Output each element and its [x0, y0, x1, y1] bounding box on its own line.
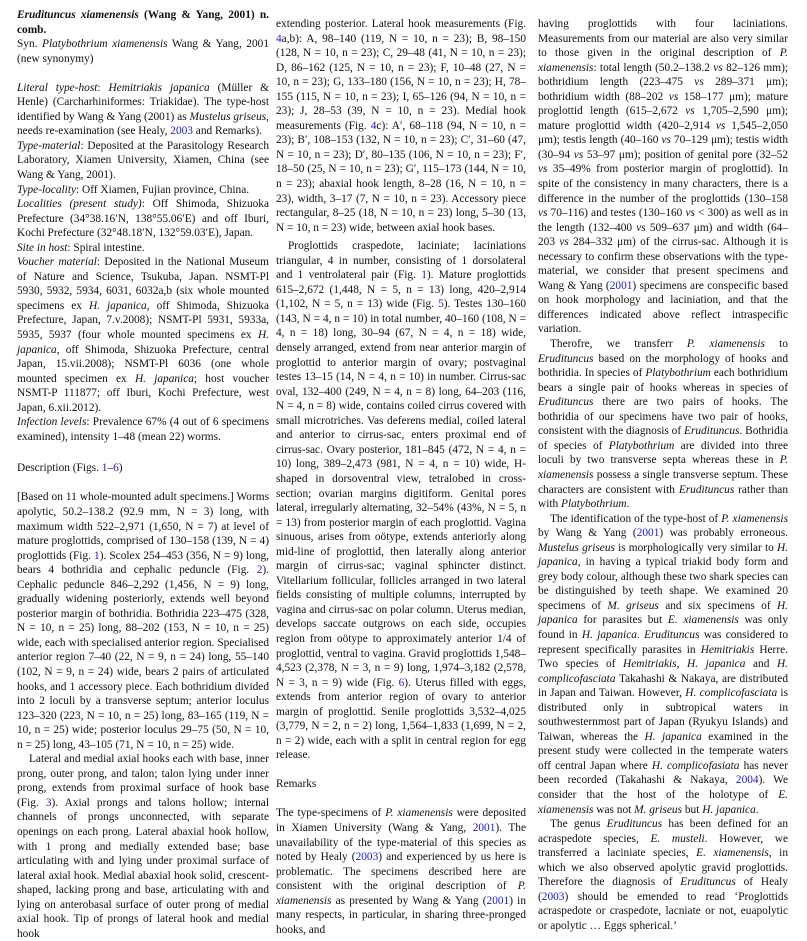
paragraph: [538, 17, 788, 337]
text-run: 1,545–2,050 μm); testis length (40–160: [538, 119, 788, 147]
italic-term: P. xiamenensis: [538, 47, 788, 74]
text-run: there are two pairs of hooks. The bothridia of our specimens have two pair of hooks, consistent with the diagnosis of: [538, 396, 788, 438]
italic-term: H. japanica: [88, 299, 147, 312]
reference-link[interactable]: 4: [370, 119, 377, 132]
reference-link[interactable]: 6: [113, 462, 119, 475]
text-run: Wang & Yang, 2001 (new synonymy): [17, 38, 269, 65]
text-run: and six specimens of: [658, 599, 777, 612]
text-run: has been defined for an acraspedote species,: [538, 818, 788, 845]
reference-link[interactable]: 2004: [735, 774, 759, 787]
text-run: (Müller & Henle) (Carcharhiniformes: Triakidae). The type-host identified by Wang & Yang (2001) as: [17, 81, 269, 123]
italic-term: Localities (present study): [17, 198, 142, 211]
italic-term: Erudituncus: [606, 818, 663, 831]
text-run: 1,705–2,590 μm); mature proglottid width (420–2,914: [538, 105, 789, 132]
reference-link[interactable]: 2001: [486, 894, 510, 907]
italic-term: P. xiamenensis: [686, 338, 765, 351]
text-run: but: [682, 803, 703, 816]
reference-link[interactable]: 2003: [541, 890, 565, 903]
italic-term: vs: [713, 61, 723, 74]
text-run: (Wang & Yang, 2001) n. comb.: [17, 9, 270, 36]
text-run: , off Shimoda, Shizuoka Prefecture, central Japan, 15.vii.2008); NSMT-Pl 6036 (one whole mounted specimen ex: [17, 343, 269, 385]
reference-link[interactable]: 1: [101, 462, 108, 475]
text-run: extending posterior. Lateral hook measurements (Fig.: [276, 18, 526, 30]
text-run: , off Shimoda, Shizuoka Prefecture, Japan, 7.v.2008); NSMT-Pl 5931, 5933a, 5935, 5937 (four whole mounted specimens ex: [17, 299, 269, 341]
italic-term: P. xiamenensis: [276, 880, 526, 907]
italic-term: Literal type-host: [17, 81, 98, 94]
text-run: 284–332 μm) of the cirrus-sac. Although it is necessary to confirm these observations with the type-material, we consider that present specimens and Wang & Yang (: [538, 236, 788, 292]
text-run: examined in the present study were collected in the temperate waters off central Japan where: [538, 730, 788, 772]
italic-term: Infection levels: [17, 416, 87, 429]
reference-link[interactable]: 1: [94, 549, 100, 562]
italic-term: H. japanica: [687, 658, 746, 671]
italic-term: H. japanica: [538, 541, 788, 569]
text-run: was considered to represent specifically parasites in: [538, 628, 789, 656]
italic-term: Mustelus griseus: [538, 541, 615, 554]
text-run: The type-specimens of: [276, 807, 386, 820]
paragraph: [276, 17, 526, 235]
italic-term: vs: [538, 163, 548, 176]
paragraph: [17, 241, 269, 256]
italic-term: Hemitriakis: [700, 643, 755, 656]
text-run: ). Cephalic peduncle 846–2,292 (1,456, N = 9) long, gradually widening posteriorly, extends well beyond posterior margin of bothridia. Bothridia 223–475 (328, N = 10, n = 25) long, 88–202 (153, N = 10, n = 25) wide, each with specialised anterior region. Specialised anterior region 7–40 (22, N = 9, n = 24) long, 55–140 (102, N = 9, n = 24) wide, bears 2 pairs of articulated hooks, and 1 accessory piece. Each bothridium divided into 2 loculi by a transverse septum; anterior loculus 123–320 (223, N = 10, n = 25) long, 83–165 (119, N = 10, n = 25) wide; posterior loculus 29–75 (50, N = 10, n = 25) long, 43–105 (71, N = 10, n = 25) wide.: [17, 564, 269, 751]
text-run: : Off Shimoda, Shizuoka Prefecture (34°38.16′N, 138°55.06′E) and off Iburi, Kochi Prefecture (32°48.18′N, 132°59.03′E), Japan.: [17, 198, 270, 240]
italic-term: H. complicofasciata: [685, 687, 778, 700]
text-run: ). The unavailability of the type-material of this species as noted by Healy (: [276, 821, 526, 864]
text-run: ,: [676, 658, 688, 671]
reference-link[interactable]: 5: [438, 298, 444, 311]
reference-link[interactable]: 4: [276, 32, 282, 45]
italic-term: H. japanica: [644, 730, 702, 743]
italic-term: H. japanica: [702, 803, 756, 816]
text-run: Description (Figs.: [17, 462, 102, 475]
italic-term: H. complicofasciata: [538, 658, 789, 685]
species-title: [17, 8, 269, 37]
text-run: Proglottids craspedote, laciniate; laciniations triangular, 4 in number, consisting of 1 dorsolateral and 1 ventrolateral pair (Fig.: [276, 240, 526, 282]
paragraph: [17, 139, 269, 183]
text-run: and: [745, 658, 777, 671]
text-run: : Deposited at the Parasitology Research Laboratory, Xiamen University, Xiamen, China (see Wang & Yang, 2001).: [17, 139, 269, 181]
text-run: a,b): A, 98–140 (119, N = 10, n = 23); B, 98–150 (128, N = 10, n = 23); C, 29–48 (41, N = 10, n = 23); D, 86–162 (125, N = 10, n = 23); F, 10–48 (27, N = 10, n = 23); G, 133–180 (156, N = 10, n = 23); H, 78–155 (115, N = 10, n = 23); I, 65–126 (94, N = 10, n = 23); J, 28–53 (39, N = 10, n = 23). Medial hook measurements (Fig.: [276, 32, 526, 132]
italic-term: M. griseus: [607, 599, 659, 612]
reference-link[interactable]: 2001: [472, 821, 496, 834]
text-run: having proglottids with four laciniations. Measurements from our material are also very similar to those given in the original description of: [538, 18, 788, 60]
text-run: , needs re-examination (see Healy,: [17, 110, 269, 138]
italic-term: vs: [668, 90, 679, 103]
text-run: ). Uterus filled with eggs, extends from anterior region of ovary to anterior margin of proglottid. Senile proglottids 3,532–4,025 (3,779, N = 2, n = 2) long, 1,564–1,833 (1,699, N = 2, n = 2) wide, each with a split in central region for egg release.: [276, 676, 526, 762]
text-run: . However, we transferred a laciniate species,: [538, 832, 788, 860]
reference-link[interactable]: 6: [398, 676, 405, 689]
italic-term: E. musteli: [650, 832, 705, 845]
paragraph: [276, 806, 526, 937]
italic-term: H. japanica: [581, 628, 637, 641]
text-run: < 300) as well as in the length (132–400: [538, 207, 788, 234]
italic-term: Erudituncus: [538, 352, 594, 365]
text-run: . Bothridia of species of: [538, 425, 788, 452]
italic-term: E. xiamenensis: [696, 847, 769, 860]
italic-term: Erudituncus xiamenensis: [17, 9, 139, 21]
italic-term: vs: [685, 207, 695, 220]
italic-term: Hemitriakis japanica: [108, 81, 210, 94]
italic-term: vs: [636, 221, 646, 234]
text-run: , in having a typical triakid body form and grey body colour, although these two shark species can be distinguished by teeth shape. We examined 20 specimens of: [538, 556, 788, 612]
italic-term: Erudituncus: [683, 425, 740, 438]
italic-term: H. japanica: [134, 372, 194, 385]
italic-term: Platybothrium: [561, 498, 627, 511]
text-run: ) and experienced by us here is problematic. The specimens described here are consistent with the original description of: [276, 851, 526, 893]
text-run: 509–637 μm) and width (64–203: [538, 221, 789, 249]
text-run: ): [118, 462, 123, 475]
text-run: The genus: [550, 818, 607, 831]
italic-term: Mustelus griseus: [189, 110, 267, 123]
italic-term: vs: [661, 134, 671, 147]
italic-term: vs: [685, 105, 695, 118]
text-run: Herre. Two species of: [538, 643, 788, 671]
text-run: 35–49% from posterior margin of proglottid). In spite of the consistency in many characters, there is a difference in the number of the proglottids (130–158: [538, 163, 788, 205]
text-run: Therofre, we transferr: [550, 338, 687, 351]
text-run: was not: [593, 803, 635, 816]
italic-term: M. griseus: [634, 803, 683, 816]
text-run: Remarks: [276, 778, 317, 791]
text-run: : Deposited in the National Museum of Nature and Science, Tsukuba, Japan. NSMT-Pl 5930, 5932, 5934, 6031, 6032a,b (six whole mounted specimens ex: [17, 256, 269, 312]
paragraph: [276, 239, 526, 763]
paragraph: [17, 415, 269, 444]
text-run: ) in many respects, in particular, in sharing three-pronged hooks, and: [276, 894, 526, 936]
italic-term: Voucher material: [17, 256, 97, 269]
text-run: .: [636, 628, 645, 641]
text-run: as presented by Wang & Yang (: [331, 894, 487, 907]
text-run: is distributed only in subtropical waters in southwesternmost part of Japan (Ryukyu Islands) and Taiwan, whereas the: [538, 687, 788, 743]
italic-term: Site in host: [17, 241, 68, 254]
text-run: Lateral and medial axial hooks each with base, inner prong, outer prong, and talon; talon lying under inner prong, extends from proximal surface of hook base (Fig.: [17, 753, 269, 809]
italic-term: Erudituncus: [680, 876, 736, 889]
italic-term: E. xiamenensis: [667, 614, 739, 627]
text-run: Takahashi & Nakaya, are distributed in Japan and Taiwan. However,: [538, 672, 788, 700]
text-run: were deposited in Xiamen University (Wang & Yang,: [276, 807, 526, 834]
text-run: for parasites but: [577, 614, 668, 627]
text-run: rather than with: [538, 483, 788, 511]
text-run: has never been recorded (Takahashi & Nakaya,: [538, 759, 788, 787]
section-heading: [276, 777, 526, 792]
text-run: 158–177 μm); mature proglottid length (615–2,672: [538, 90, 789, 118]
text-run: 70–116) and testes (130–160: [547, 207, 686, 220]
italic-term: P. xiamenensis: [538, 454, 788, 481]
italic-term: H. japanica: [17, 328, 269, 356]
text-run: to: [764, 338, 788, 351]
text-run: are divided into three loculi by two transverse septa whereas these in: [538, 439, 788, 467]
text-run: ) was probably erroneous.: [659, 527, 788, 540]
section-heading: [17, 461, 269, 476]
text-run: ). Axial prongs and talons hollow; internal channels of prongs unconnected, with separate openings on each prong. Lateral abaxial hook hollow, with 1 prong and medially extended base; base articulating with and lying under proximal surface of lateral axial hook. Medial abaxial hook solid, crescent-shaped, lacking prong and base, articulating with and lying on anterobasal surface of outer prong of medial axial hook. Tip of prongs of lateral hook and medial hook: [17, 796, 269, 940]
text-run: was only found in: [538, 614, 788, 641]
italic-term: Erudituncus: [538, 396, 594, 409]
text-run: 53–97 μm); position of genital pore (32–52: [583, 148, 788, 161]
text-run: 70–129 μm); testis width (30–94: [538, 134, 788, 161]
italic-term: P. xiamenensis: [721, 512, 788, 525]
text-run: ). Mature proglottids 615–2,672 (1,448, N = 5, n = 13) long, 420–2,914 (1,102, N = 5, n = 13) wide (Fig.: [276, 269, 527, 311]
text-run: .: [755, 803, 759, 816]
text-run: each bothridium bears a single pair of hooks whereas in species of: [538, 367, 788, 394]
reference-link[interactable]: 2003: [355, 851, 379, 864]
text-run: .: [626, 498, 630, 511]
paragraph: [538, 817, 788, 933]
paragraph: [17, 255, 269, 415]
italic-term: Erudituncus: [644, 628, 700, 641]
reference-link[interactable]: 1: [421, 269, 427, 282]
italic-term: vs: [559, 236, 569, 249]
text-run: by Wang & Yang (: [538, 527, 637, 540]
text-run: Syn.: [17, 38, 43, 51]
reference-link[interactable]: 2001: [609, 279, 633, 292]
text-run: ). Scolex 254–453 (356, N = 9) long, bears 4 bothridia and cephalic peduncle (Fig.: [17, 549, 269, 577]
text-run: : Off Xiamen, Fujian province, China.: [76, 183, 250, 196]
text-run: : total length (50.2–138.2: [593, 61, 714, 74]
text-run: : Spiral intestine.: [67, 241, 145, 254]
text-run: c): A′, 68–118 (94, N = 10, n = 23); B′, 108–153 (132, N = 10, n = 23); C′, 31–60 (47, N = 10, n = 23); D′, 80–135 (106, N = 10, n = 23); F′, 18–50 (25, N = 10, n = 23); G′, 115–173 (144, N = 10, n = 23); abaxial hook length, 8–28 (16, N = 10, n = 23), width, 3–17 (7, N = 10, n = 23). Accessory piece rectangular, 8–25 (18, N = 10, n = 23) long, 5–30 (13, N = 10, n = 23) wide, between axial hook bases.: [276, 119, 526, 234]
paragraph: [17, 81, 269, 139]
reference-link[interactable]: 2003: [170, 125, 193, 138]
text-run: ; host voucher NSMT-P 111877; off Iburi, Kochi Prefecture, west Japan, 6.xii.2012).: [17, 372, 269, 414]
italic-term: H. japanica: [538, 599, 788, 627]
text-run: ). Testes 130–160 (143, N = 4, n = 10) in total number, 40–160 (108, N = 4, n = 18) long, 30–94 (67, N = 4, n = 18) wide, densely arranged, extend from near anterior margin of proglottid to anterior margin of ovary; postvaginal testes 13–15 (14, N = 4, n = 10) in number. Cirrus-sac oval, 132–400 (249, N = 4, n = 8) long, 64–203 (116, N = 4, n = 8) wide, contains coiled cirrus covered with small microtriches. Vas deferens medial, coiled lateral and anterior to cirrus-sac, enters proximal end of cirrus-sac. Ovary posterior, 181–845 (472, N = 4, n = 10) long, 389–2,473 (981, N = 4, n = 10) wide, H-shaped in dorsoventral view, tetralobed in cross-section; ovarian margins digitiform. Genital pores lateral, irregularly alternating, 32–54% (43%, N = 5, n = 13) from posterior margin of each proglottid. Vagina sinuous, arises from oötype, extends anteriorly along mid-line of proglottid, then laterally along anterior margin of cirrus-sac; vaginal sphincter distinct. Vitellarium follicular, follicles arranged in two lateral fields consisting of multiple columns, interrupted by vagina and cirrus-sac on polar column. Uterus median, develops saccate outgrows on each side, occupies region from oötype to approximately anterior 1/4 of proglottid, ventral to vagina. Gravid proglottids 1,548–4,523 (2,378, N = 3, n = 9) long, 1,974–3,182 (2,578, N = 3, n = 9) wide (Fig.: [276, 298, 526, 689]
italic-term: Platybothrium xiamenensis: [42, 38, 168, 51]
paragraph: [538, 337, 788, 512]
text-run: ) should be emended to read ‘Proglottids acraspedote or craspedote, lacniate or not, euapolytic or apolytic … Eggs spherical.’: [538, 890, 788, 932]
italic-term: vs: [715, 119, 726, 132]
italic-term: Platybothrium: [608, 439, 675, 452]
reference-link[interactable]: 3: [45, 796, 52, 809]
column-left: [17, 8, 269, 941]
italic-term: Type-locality: [17, 183, 77, 196]
italic-term: vs: [573, 148, 584, 161]
italic-term: H. complicofasiata: [651, 759, 740, 772]
italic-term: Hemitriakis: [623, 658, 677, 671]
text-run: –: [107, 462, 114, 475]
reference-link[interactable]: 2: [256, 564, 263, 577]
italic-term: vs: [694, 76, 704, 89]
italic-term: Platybothrium: [645, 367, 711, 380]
paragraph: [17, 37, 269, 66]
text-run: The identification of the type-host of: [550, 512, 722, 525]
italic-term: E. xiamenensis: [538, 788, 788, 816]
italic-term: P. xiamenensis: [385, 807, 453, 820]
text-run: based on the morphology of hooks and bothridia. In species of: [538, 352, 788, 380]
paragraph: [538, 512, 788, 817]
italic-term: vs: [538, 207, 548, 220]
text-run: :: [97, 81, 109, 94]
text-run: ). We consider that the host of the holotype of: [538, 774, 788, 801]
text-run: [Based on 11 whole-mounted adult specimens.] Worms apolytic, 50.2–138.2 (92.9 mm, N = 3) long, with maximum width 522–2,971 (1,650, N = 7) at level of mature proglottids, comprised of 130–158 (139, N = 4) proglottids (Fig.: [17, 491, 269, 562]
text-run: possess a single transverse septum. These characters are consistent with: [538, 468, 788, 496]
text-run: 82–126 mm); bothridium length (223–475: [538, 61, 789, 89]
text-run: of Healy (: [538, 876, 788, 903]
column-right: [538, 17, 788, 933]
text-run: ) specimens are conspecific based on hook morphology and laciniation, and that the differences indicated above reflect intraspecific variation.: [538, 279, 788, 336]
paragraph: [17, 490, 269, 752]
italic-term: Erudituncus: [678, 483, 735, 496]
text-run: 289–371 μm); bothridium width (88–202: [538, 76, 788, 103]
reference-link[interactable]: 2001: [636, 527, 660, 540]
paragraph: [17, 752, 269, 941]
paragraph: [17, 183, 269, 198]
column-middle: [276, 17, 526, 937]
text-run: : Prevalence 67% (4 out of 6 specimens examined), intensity 1–48 (mean 22) worms.: [17, 416, 269, 443]
paragraph: [17, 197, 269, 241]
text-run: is morphologically very similar to: [614, 541, 777, 554]
text-run: and Remarks).: [192, 125, 262, 138]
text-run: , in which we also observed apolytic gravid proglottids. Therefore the diagnosis of: [538, 847, 788, 889]
italic-term: Type-material: [17, 139, 81, 152]
